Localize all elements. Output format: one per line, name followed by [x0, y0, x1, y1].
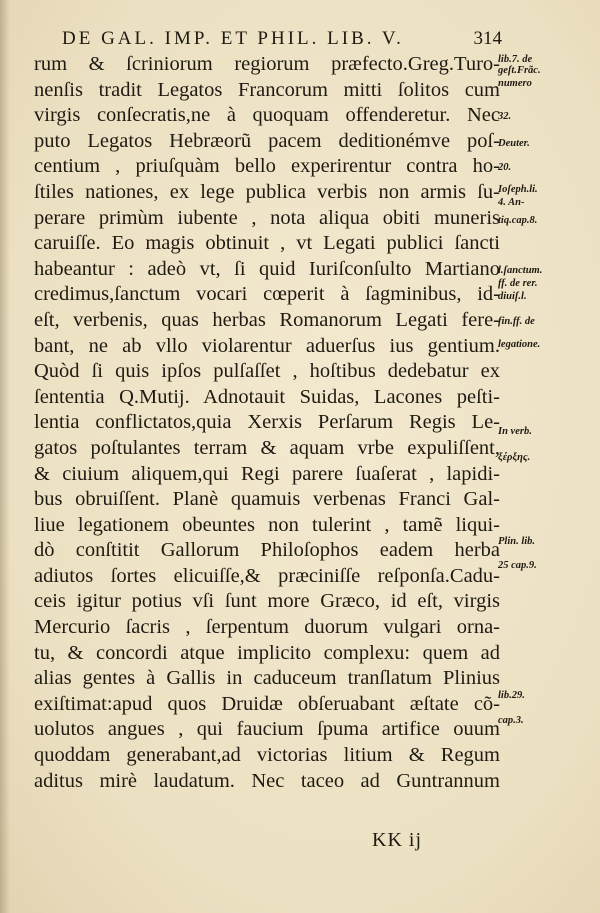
text-line: rum & ſcriniorum regiorum præfecto.Greg.Turo-: [34, 53, 500, 75]
text-line: bant, ne ab vllo violarentur aduerſus ius gentium.: [34, 334, 500, 357]
text-line: perare primùm iubente , nota aliqua obiti muneris: [34, 206, 500, 229]
text-line: bus obruiſſent. Planè quamuis verbenas Franci Gal-: [34, 488, 500, 511]
running-head-title: DE GAL. IMP. ET PHIL. LIB. V.: [62, 28, 404, 49]
margin-note: geſt.Frãc.: [498, 65, 541, 76]
margin-note: cap.3.: [498, 715, 524, 726]
margin-note: lib.7. de: [498, 54, 533, 65]
margin-note: numero: [498, 78, 532, 89]
binding-shadow: [0, 0, 10, 913]
text-line: ſtiles nationes, ex lege publica verbis non armis ſu-: [34, 180, 500, 203]
text-line: adiutos ſortes elicuiſſe,& præciniſſe reſponſa.Cadu-: [34, 564, 500, 587]
margin-note: l.ſanctum.: [498, 265, 543, 276]
margin-note: In verb.: [498, 426, 532, 437]
margin-note: 32.: [498, 111, 512, 122]
text-line: habeantur : adeò vt, ſi quid Iuriſconſulto Martiano: [34, 257, 500, 280]
text-line: dò conſtitit Gallorum Philoſophos eadem herba: [34, 539, 500, 562]
text-line: ceis igitur potius vſi ſunt more Græco, id eſt, virgis: [34, 590, 500, 613]
margin-note: 25 cap.9.: [498, 560, 537, 571]
text-line: nenſis tradit Legatos Francorum mitti ſolitos cum: [34, 78, 500, 101]
margin-note: lib.29.: [498, 690, 525, 701]
page-number: 314: [473, 28, 502, 49]
text-line: Mercurio ſacris , ſerpentum duorum vulgari orna-: [34, 616, 500, 639]
margin-note: fin.ff. de: [498, 316, 535, 327]
main-text-block: [34, 52, 500, 794]
margin-note: ξέρξης.: [498, 452, 531, 463]
margin-note: Ioſeph.li.: [498, 184, 538, 195]
margin-note: Deuter.: [498, 138, 530, 149]
margin-note: diuiſ.l.: [498, 291, 527, 302]
text-line: & ciuium aliquem,qui Regi parere ſuaſerat , lapidi-: [34, 462, 500, 485]
text-line: eſt, verbenis, quas herbas Romanorum Legati fere-: [34, 308, 500, 331]
text-line: puto Legatos Hebræorũ pacem deditionémve poſ-: [34, 129, 500, 152]
text-line: uolutos angues , qui faucium ſpuma artifice ouum: [34, 718, 500, 741]
text-line: caruiſſe. Eo magis obtinuit , vt Legati publici ſancti: [34, 232, 500, 255]
margin-note: ff. de rer.: [498, 278, 538, 289]
text-line: aditus mirè laudatum. Nec taceo ad Guntrannum: [34, 769, 500, 792]
margin-note: tiq.cap.8.: [498, 215, 538, 226]
text-line: credimus,ſanctum vocari cœperit à ſagminibus, id-: [34, 283, 500, 306]
margin-note: Plin. lib.: [498, 536, 536, 547]
text-line: Quòd ſi quis ipſos pulſaſſet , hoſtibus dedebatur ex: [34, 360, 500, 383]
text-line: lentia conflictatos,quia Xerxis Perſarum Regis Le-: [34, 411, 500, 434]
text-line: quoddam generabant,ad victorias litium & Regum: [34, 744, 500, 767]
text-line: exiſtimat:apud quos Druidæ obſeruabant æſtate cõ-: [34, 692, 500, 715]
margin-note: legatione.: [498, 339, 541, 350]
text-line: liue legationem obeuntes non tulerint , tamẽ liqui-: [34, 513, 500, 536]
running-header: [62, 28, 502, 54]
text-line: virgis conſecratis,ne à quoquam offenderetur. Nec: [34, 104, 500, 127]
margin-note: 4. An-: [498, 197, 525, 208]
margin-note: 20.: [498, 162, 512, 173]
text-line: tu, & concordi atque implicito complexu: quem ad: [34, 641, 500, 664]
signature-mark: KK ij: [372, 829, 422, 851]
text-line: alias gentes à Gallis in caduceum tranſlatum Plinius: [34, 667, 500, 690]
text-line: centium , priuſquàm bello experirentur contra ho-: [34, 155, 500, 178]
text-line: ſententia Q.Mutij. Adnotauit Suidas, Lacones peſti-: [34, 385, 500, 408]
text-line: gatos poſtulantes terram & aquam vrbe expuliſſent,: [34, 436, 500, 459]
